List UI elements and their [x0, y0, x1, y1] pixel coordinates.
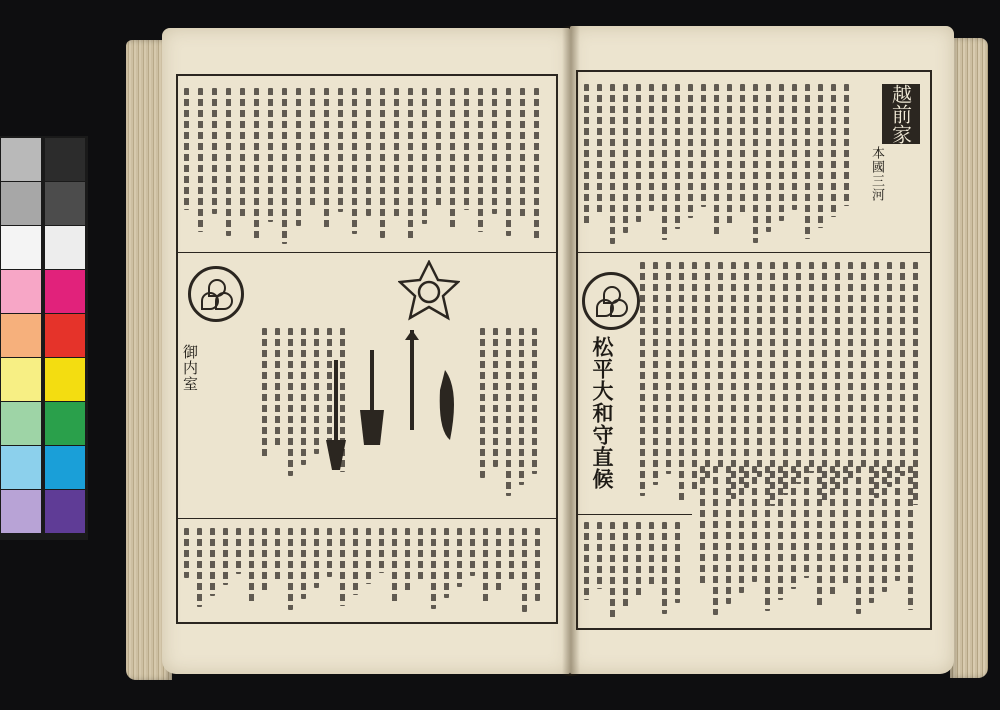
- small-print-column: [534, 88, 539, 240]
- open-book: [126, 22, 988, 682]
- color-swatch: [45, 358, 85, 401]
- small-print-column: [480, 328, 485, 478]
- small-print-column: [262, 328, 267, 458]
- small-print-column: [752, 466, 757, 582]
- small-print-column: [324, 88, 329, 230]
- small-print-column: [184, 528, 189, 578]
- small-print-column: [275, 528, 280, 581]
- small-print-column: [301, 328, 306, 465]
- small-print-column: [275, 328, 280, 447]
- small-print-column: [210, 528, 215, 596]
- small-print-column: [431, 528, 436, 609]
- small-print-column: [366, 88, 371, 216]
- small-print-column: [675, 522, 680, 603]
- small-print-column: [822, 262, 827, 502]
- small-print-column: [882, 466, 887, 592]
- small-print-column: [212, 88, 217, 214]
- left-page: [162, 28, 570, 674]
- small-print-column: [662, 522, 667, 614]
- small-print-column: [496, 528, 501, 594]
- small-print-column: [301, 528, 306, 599]
- color-swatch: [45, 490, 85, 533]
- small-print-column: [636, 522, 641, 596]
- small-print-column: [522, 528, 527, 612]
- page-edges-right: [950, 38, 988, 678]
- small-print-column: [844, 84, 849, 206]
- small-print-column: [744, 262, 749, 488]
- small-print-column: [718, 262, 723, 470]
- color-swatch: [45, 270, 85, 313]
- small-print-column: [327, 328, 332, 443]
- small-print-column: [809, 262, 814, 473]
- small-print-column: [804, 466, 809, 578]
- small-print-column: [282, 88, 287, 244]
- small-print-column: [900, 262, 905, 476]
- small-print-column: [478, 88, 483, 232]
- small-print-column: [727, 84, 732, 225]
- small-print-column: [584, 84, 589, 226]
- small-print-column: [705, 262, 710, 481]
- small-print-column: [818, 84, 823, 228]
- color-swatch: [1, 226, 41, 269]
- small-print-column: [623, 522, 628, 607]
- small-print-column: [509, 528, 514, 583]
- small-print-column: [688, 84, 693, 218]
- small-print-column: [610, 522, 615, 618]
- color-swatch: [1, 314, 41, 357]
- small-print-column: [184, 88, 189, 210]
- small-print-column: [805, 84, 810, 239]
- color-swatch: [1, 138, 41, 181]
- spear-ornaments: [310, 330, 470, 484]
- small-print-column: [310, 88, 315, 208]
- small-print-column: [519, 328, 524, 485]
- small-print-column: [830, 466, 835, 596]
- small-print-column: [856, 466, 861, 614]
- small-print-column: [649, 522, 654, 585]
- small-print-column: [254, 88, 259, 240]
- small-print-column: [757, 262, 762, 477]
- color-swatch: [1, 182, 41, 225]
- small-print-column: [464, 88, 469, 210]
- color-swatch: [45, 226, 85, 269]
- small-print-column: [778, 466, 783, 600]
- small-print-column: [198, 88, 203, 232]
- small-print-column: [835, 262, 840, 491]
- small-print-column: [895, 466, 900, 581]
- small-print-column: [796, 262, 801, 484]
- small-print-column: [753, 84, 758, 243]
- small-print-column: [223, 528, 228, 585]
- small-print-column: [623, 84, 628, 233]
- small-print-column: [713, 466, 718, 615]
- small-print-column: [483, 528, 488, 605]
- small-print-column: [268, 88, 273, 222]
- color-swatch: [45, 314, 85, 357]
- hollyhock-crest-icon: [596, 286, 626, 316]
- small-print-column: [532, 328, 537, 474]
- small-print-column: [338, 88, 343, 212]
- domain-label: 越前家: [882, 84, 920, 144]
- color-swatch: [1, 402, 41, 445]
- small-print-column: [249, 528, 254, 603]
- small-print-column: [340, 528, 345, 606]
- small-print-column: [610, 84, 615, 244]
- small-print-column: [535, 528, 540, 601]
- small-print-column: [597, 84, 602, 215]
- small-print-column: [791, 466, 796, 589]
- small-print-column: [700, 466, 705, 586]
- small-print-column: [380, 88, 385, 238]
- small-print-column: [288, 528, 293, 610]
- small-print-column: [675, 84, 680, 229]
- small-print-column: [726, 466, 731, 604]
- small-print-column: [262, 528, 267, 592]
- color-swatch: [45, 138, 85, 181]
- small-print-column: [366, 528, 371, 584]
- small-print-column: [817, 466, 822, 607]
- small-print-column: [861, 262, 866, 469]
- small-print-column: [444, 528, 449, 598]
- small-print-column: [314, 328, 319, 454]
- small-print-column: [714, 84, 719, 236]
- small-print-column: [666, 262, 671, 474]
- small-print-column: [506, 88, 511, 236]
- small-print-column: [506, 328, 511, 496]
- small-print-column: [908, 466, 913, 610]
- small-print-column: [640, 262, 645, 496]
- small-print-column: [701, 84, 706, 207]
- color-swatch: [1, 490, 41, 533]
- bottom-heading: 御内室: [181, 344, 199, 392]
- color-swatch: [45, 182, 85, 225]
- small-print-column: [679, 262, 684, 503]
- small-print-column: [450, 88, 455, 228]
- color-swatch: [45, 402, 85, 445]
- lord-title: 松平大和守直候: [590, 336, 615, 490]
- small-print-column: [288, 328, 293, 476]
- small-print-column: [314, 528, 319, 588]
- small-print-column: [470, 528, 475, 576]
- small-print-column: [226, 88, 231, 236]
- small-print-column: [340, 328, 345, 472]
- small-print-column: [874, 262, 879, 498]
- right-page: [570, 26, 954, 674]
- crest-left-page: [188, 266, 244, 322]
- small-print-column: [662, 84, 667, 240]
- small-print-column: [408, 88, 413, 242]
- small-print-column: [422, 88, 427, 224]
- small-print-column: [770, 262, 775, 506]
- color-swatch: [1, 358, 41, 401]
- color-swatch: [45, 446, 85, 489]
- small-print-column: [597, 522, 602, 589]
- small-print-column: [653, 262, 658, 485]
- small-print-column: [240, 88, 245, 218]
- color-calibration-chart: [0, 136, 88, 540]
- small-print-column: [848, 262, 853, 480]
- hollyhock-crest-icon: [201, 279, 231, 309]
- small-print-column: [649, 84, 654, 211]
- crest-right-page: [582, 272, 640, 330]
- flower-crest-icon: [398, 260, 460, 322]
- small-print-column: [692, 262, 697, 492]
- book-gutter: [562, 26, 580, 676]
- small-print-column: [887, 262, 892, 487]
- small-print-column: [492, 88, 497, 214]
- small-print-column: [740, 84, 745, 214]
- small-print-column: [379, 528, 384, 573]
- small-print-column: [636, 84, 641, 222]
- small-print-column: [352, 88, 357, 234]
- small-print-column: [353, 528, 358, 595]
- small-print-column: [236, 528, 241, 574]
- small-print-column: [783, 262, 788, 495]
- small-print-column: [493, 328, 498, 467]
- small-print-column: [843, 466, 848, 585]
- small-print-column: [731, 262, 736, 499]
- small-print-column: [327, 528, 332, 577]
- small-print-column: [436, 88, 441, 206]
- small-print-column: [739, 466, 744, 593]
- small-print-column: [418, 528, 423, 580]
- small-print-column: [392, 528, 397, 602]
- province: 本國三河: [869, 146, 884, 202]
- color-swatch: [1, 270, 41, 313]
- color-swatch: [1, 446, 41, 489]
- small-print-column: [584, 522, 589, 600]
- small-print-column: [394, 88, 399, 220]
- small-print-column: [869, 466, 874, 603]
- small-print-column: [520, 88, 525, 218]
- small-print-column: [457, 528, 462, 587]
- small-print-column: [765, 466, 770, 611]
- small-print-column: [792, 84, 797, 210]
- small-print-column: [766, 84, 771, 232]
- small-print-column: [779, 84, 784, 221]
- small-print-column: [296, 88, 301, 226]
- small-print-column: [831, 84, 836, 217]
- small-print-column: [913, 262, 918, 505]
- small-print-column: [197, 528, 202, 607]
- small-print-column: [405, 528, 410, 591]
